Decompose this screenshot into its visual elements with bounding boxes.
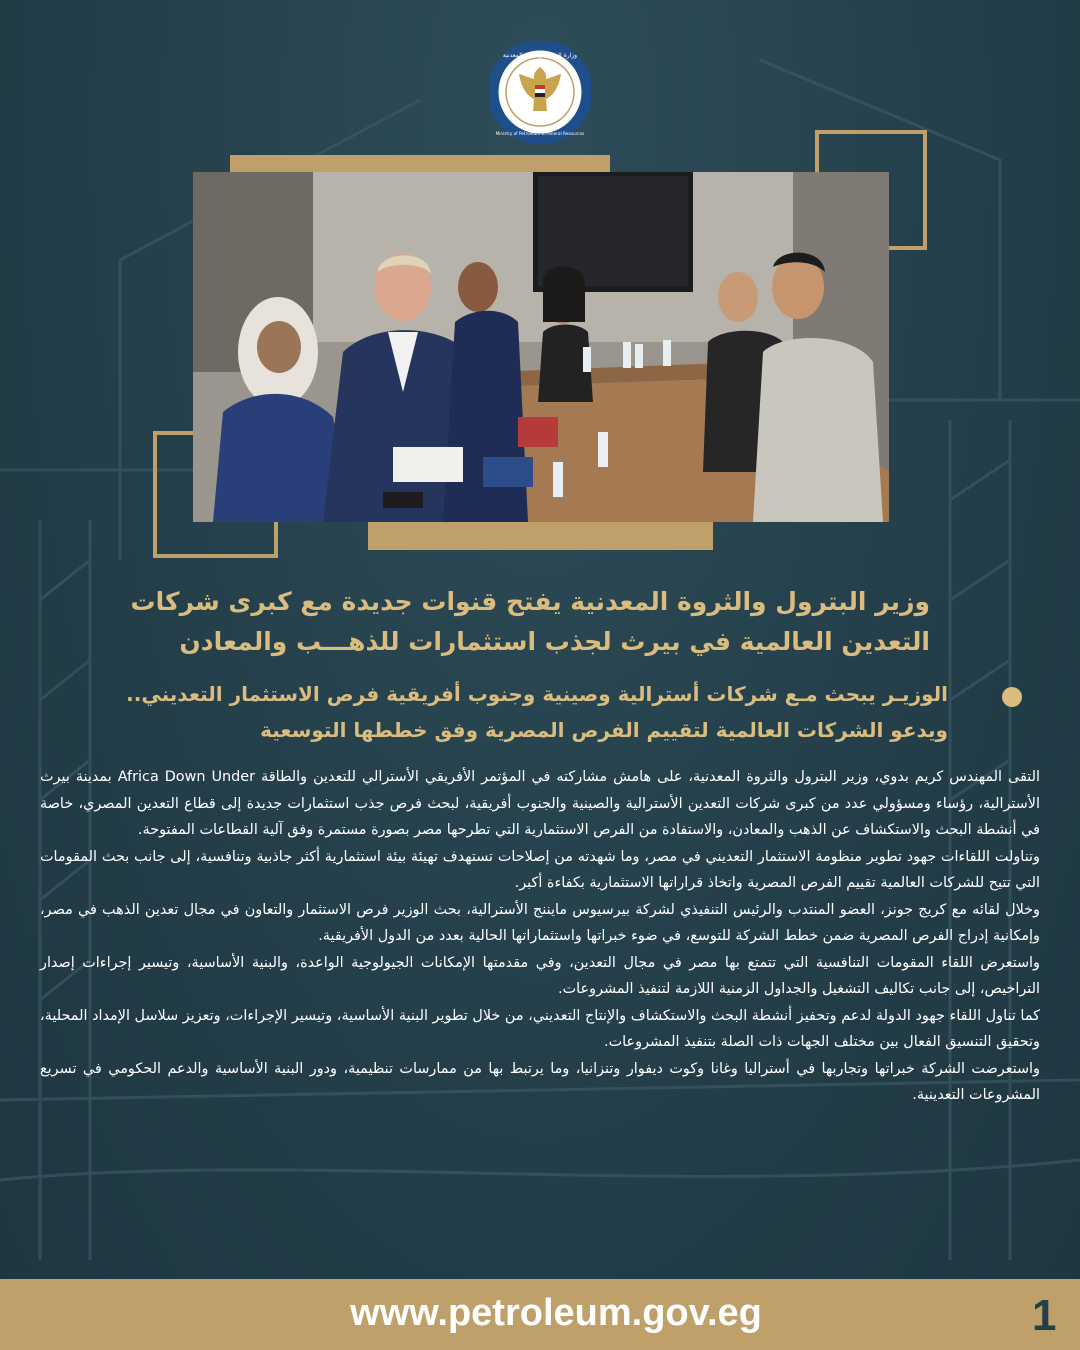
article-paragraph-4: واستعرض اللقاء المقومات التنافسية التي تتمتع بها مصر في مجال التعدين، وفي مقدمتها الإمكانات الجيولوجية الواعدة، والبنية الأساسية، وتيسير إجراءات إصدار التراخيص، إلى جانب تكاليف التشغيل والجداول الزمنية اللازمة لتنفيذ المشروعات. bbox=[40, 954, 1040, 997]
subheadline-line-2: ويدعو الشركات العالمية لتقييم الفرص المصرية وفق خططها التوسعية bbox=[260, 718, 948, 742]
page-number: 1 bbox=[1032, 1291, 1057, 1340]
headline bbox=[110, 582, 930, 662]
logo-arabic-ring: وزارة البترول والثروة المعدنية bbox=[502, 52, 578, 59]
eagle-emblem-icon bbox=[489, 41, 591, 143]
subheadline bbox=[100, 676, 990, 748]
bullet-circle-icon bbox=[1002, 687, 1022, 707]
article-paragraph-1: التقى المهندس كريم بدوي، وزير البترول والثروة المعدنية، على هامش مشاركته في المؤتمر الأفريقي الأسترالي للتعدين والطاقة Africa Down Under بمدينة بيرث الأسترالية، رؤساء ومسؤولي عدد من كبرى شركات التعدين الأسترالية والصينية والجنوب أفريقية، لبحث فرص جذب استثمارات جديدة إلى قطاع التعدين المصري، خاصة في أنشطة البحث والاستكشاف عن الذهب والمعادن، والاستفادة من الفرص الاستثمارية التي تطرحها مصر بصورة مستمرة وفق آلية القطاعات المفتوحة. bbox=[40, 769, 1040, 838]
article-paragraph-5: كما تناول اللقاء جهود الدولة لدعم وتحفيز أنشطة البحث والاستكشاف والإنتاج التعديني، من خلال تطوير البنية الأساسية، وتيسير الإجراءات، وتعزيز سلاسل الإمداد المحلية، وتحقيق التنسيق الفعال بين مختلف الجهات ذات الصلة بتنفيذ المشروعات. bbox=[40, 1007, 1040, 1050]
article-paragraph-6: واستعرضت الشركة خبراتها وتجاربها في أستراليا وغانا وكوت ديفوار وتنزانيا، وما يرتبط بها من ممارسات تنظيمية، ودور البنية الأساسية والدعم الحكومي في تسريع المشروعات التعدينية. bbox=[40, 1060, 1040, 1103]
logo-english-ring: Ministry of Petroleum & Mineral Resources bbox=[495, 131, 585, 136]
subheadline-line-1: الوزيـر يبحث مـع شركات أسترالية وصينية وجنوب أفريقية فرص الاستثمار التعديني.. bbox=[126, 682, 948, 706]
ministry-logo bbox=[489, 41, 591, 143]
article-paragraph-3: وخلال لقائه مع كريج جونز، العضو المنتدب والرئيس التنفيذي لشركة بيرسيوس مايننج الأسترالية، بحث الوزير فرص الاستثمار والتعاون في مجال تعدين الذهب في مصر، وإمكانية إدراج الفرص المصرية ضمن خطط الشركة للتوسع، في ضوء خبراتها واستثماراتها الحالية بعدد من الدول الأفريقية. bbox=[40, 901, 1040, 944]
footer-website-link[interactable]: www.petroleum.gov.eg bbox=[350, 1292, 762, 1334]
article-paragraph-2: وتناولت اللقاءات جهود تطوير منظومة الاستثمار التعديني في مصر، وما شهدته من إصلاحات تستهدف تهيئة بيئة استثمارية أكثر جاذبية وتنافسية، إلى جانب بحث المقومات التي تتيح للشركات العالمية تقييم الفرص المصرية واتخاذ قراراتها الاستثمارية بكفاءة أكبر. bbox=[40, 848, 1040, 891]
meeting-photo bbox=[193, 172, 889, 522]
headline-line-1: وزير البترول والثروة المعدنية يفتح قنوات جديدة مع كبرى شركات bbox=[130, 587, 930, 616]
article-body bbox=[40, 764, 1040, 1109]
meeting-photo-illustration bbox=[193, 172, 889, 522]
headline-line-2: التعدين العالمية في بيرث لجذب استثمارات للذهـــب والمعادن bbox=[179, 627, 930, 656]
